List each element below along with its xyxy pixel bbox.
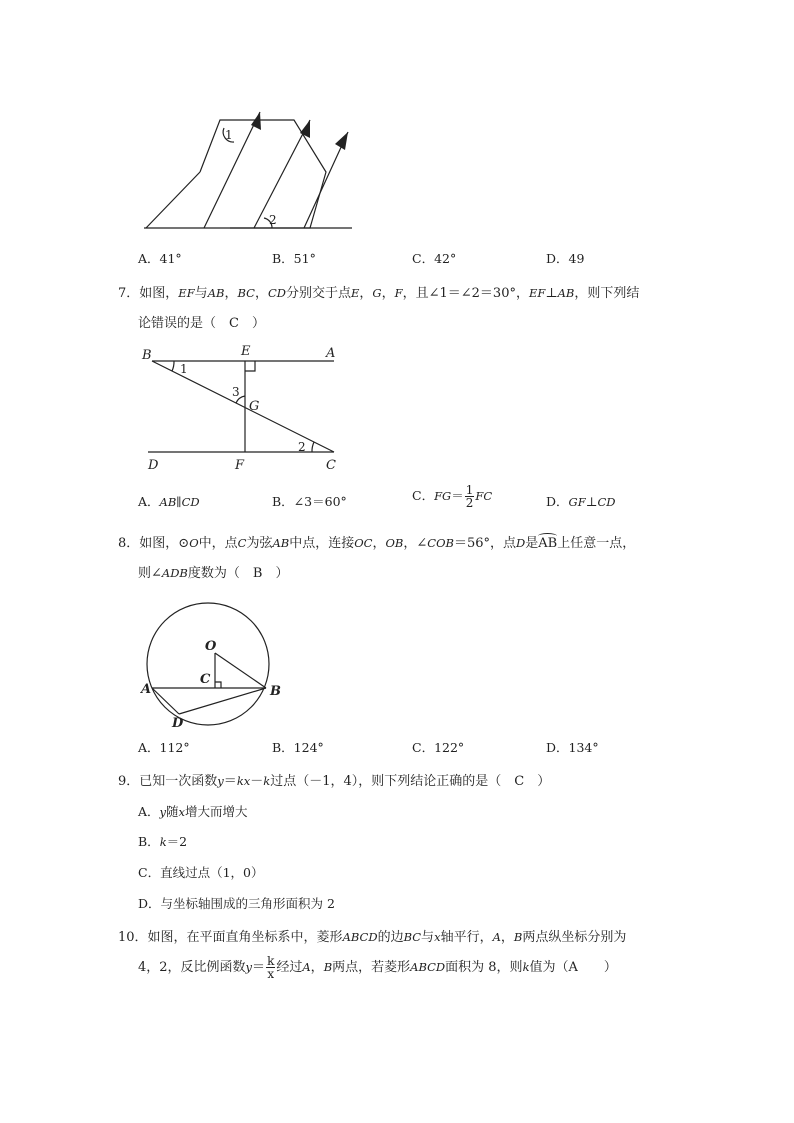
- q6-option-d: D．49: [546, 251, 585, 266]
- q7-label-c: C: [326, 458, 336, 473]
- q6-option-a: A．41°: [138, 251, 182, 266]
- q8-circle: [147, 603, 269, 725]
- q7-label-e: E: [241, 344, 251, 359]
- q8-segment-ob: [215, 653, 266, 688]
- q8-arc-ab: AB: [538, 536, 558, 551]
- q6-left-slant: [146, 172, 200, 228]
- q7-stem-line1: 7．如图，EF与AB，BC，CD分别交于点E，G，F，且∠1＝∠2＝30°，EF⊥AB，则下列结: [118, 286, 640, 301]
- q8-stem-line1: 8．如图，⊙O中，点C为弦AB中点，连接OC，OB，∠COB＝56°，点D是AB上任意一点，: [118, 536, 636, 551]
- q6-arrow-head-3: [335, 132, 348, 150]
- q7-stem-line2: 论错误的是（ C ）: [138, 316, 265, 331]
- q8-label-b: B: [270, 684, 281, 699]
- q6-angle-2-label: 2: [269, 213, 277, 227]
- q8-figure: [138, 594, 288, 734]
- q7-label-2: 2: [298, 440, 306, 454]
- q9-stem: 9．已知一次函数y＝kx－k过点（－1，4），则下列结论正确的是（ C ）: [118, 774, 551, 789]
- q8-option-c: C．122°: [412, 740, 465, 755]
- q9-option-c: C．直线过点（1，0）: [138, 865, 264, 880]
- q10-stem-line1: 10．如图，在平面直角坐标系中，菱形ABCD的边BC与x轴平行，A，B两点纵坐标分别为: [118, 930, 627, 945]
- q9-option-b: B．k＝2: [138, 834, 188, 849]
- q7-angle-1-arc: [172, 361, 174, 371]
- q7-option-c-fraction: $\frac{1}{2}$: [465, 483, 474, 510]
- q8-segment-ad: [152, 688, 179, 714]
- q7-option-b: B．∠3＝60°: [272, 494, 347, 509]
- q7-angle-2-arc: [312, 442, 314, 452]
- q7-option-d: D．GF⊥CD: [546, 494, 616, 509]
- q7-figure: [138, 342, 348, 474]
- q6-angle-1-label: 1: [225, 128, 233, 142]
- q9-option-a: A．y随x增大而增大: [138, 804, 248, 819]
- q6-option-c: C．42°: [412, 251, 457, 266]
- q8-label-c: C: [200, 672, 211, 687]
- q7-right-angle-mark: [245, 361, 255, 371]
- q8-label-a: A: [141, 682, 152, 697]
- q10-stem-line2: 4，2，反比例函数y＝ $\frac{k}{x}$ 经过A，B两点，若菱形ABCD面积为 8，则k值为（A ）: [138, 954, 617, 981]
- q7-label-b: B: [142, 348, 152, 363]
- q6-option-b: B．51°: [272, 251, 316, 266]
- q7-option-c: C．FG＝ $\frac{1}{2}$ FC: [412, 483, 493, 510]
- q8-stem-line2: 则∠ADB度数为（ B ）: [138, 566, 289, 581]
- q8-option-d: D．134°: [546, 740, 599, 755]
- q6-figure: [138, 104, 358, 232]
- q9-option-d: D．与坐标轴围成的三角形面积为 2: [138, 896, 335, 911]
- q10-fraction-k-over-x: $\frac{k}{x}$: [267, 954, 275, 981]
- q7-label-f: F: [235, 458, 245, 473]
- q8-label-d: D: [172, 716, 184, 731]
- q7-option-a: A．AB∥CD: [138, 494, 200, 509]
- q8-option-a: A．112°: [138, 740, 190, 755]
- q8-option-b: B．124°: [272, 740, 324, 755]
- q8-segment-db: [179, 688, 266, 714]
- q7-label-1: 1: [180, 362, 188, 376]
- q8-label-o: O: [205, 639, 217, 654]
- q6-ray-2: [254, 120, 310, 228]
- q7-label-a: A: [326, 346, 336, 361]
- q7-label-d: D: [148, 458, 159, 473]
- q7-label-3: 3: [232, 385, 240, 399]
- q7-label-g: G: [249, 399, 260, 414]
- q8-right-angle-mark: [215, 682, 221, 688]
